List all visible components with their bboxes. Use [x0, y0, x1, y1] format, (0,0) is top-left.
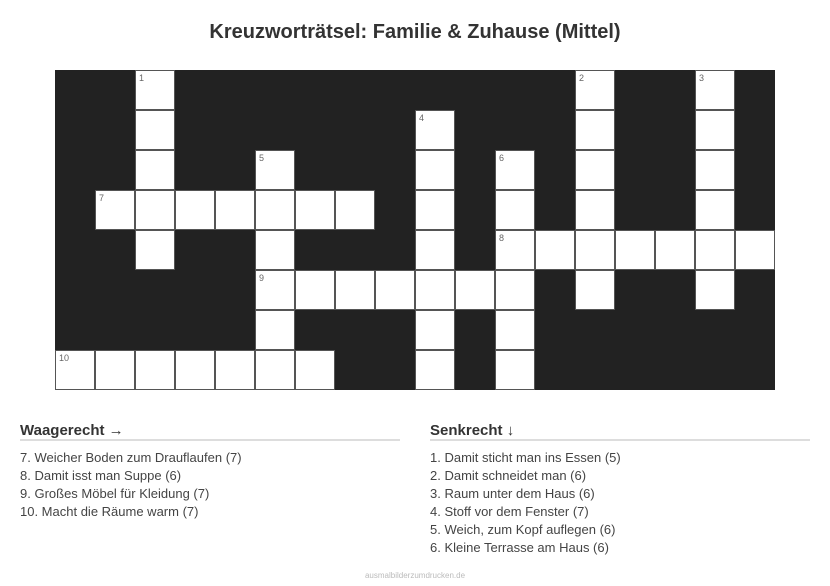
crossword-cell[interactable] — [375, 270, 415, 310]
crossword-cell[interactable] — [575, 70, 615, 110]
crossword-cell[interactable] — [615, 230, 655, 270]
crossword-cell[interactable] — [135, 110, 175, 150]
across-clue: 10. Macht die Räume warm (7) — [20, 504, 199, 519]
crossword-cell[interactable] — [415, 230, 455, 270]
clue-number: 8 — [499, 233, 505, 243]
crossword-cell[interactable] — [415, 110, 455, 150]
across-heading: Waagerecht → — [20, 422, 400, 441]
crossword-cell[interactable] — [695, 190, 735, 230]
clue-number: 5 — [259, 153, 265, 163]
crossword-cell[interactable] — [495, 350, 535, 390]
crossword-cell[interactable] — [495, 270, 535, 310]
crossword-cell[interactable] — [735, 230, 775, 270]
crossword-cell[interactable] — [695, 70, 735, 110]
crossword-cell[interactable] — [575, 190, 615, 230]
crossword-cell[interactable] — [215, 190, 255, 230]
crossword-cell[interactable] — [255, 270, 295, 310]
down-clue: 4. Stoff vor dem Fenster (7) — [430, 504, 589, 519]
crossword-cell[interactable] — [695, 270, 735, 310]
clue-number: 6 — [499, 153, 505, 163]
clue-number: 9 — [259, 273, 265, 283]
crossword-cell[interactable] — [255, 190, 295, 230]
clue-number: 7 — [99, 193, 105, 203]
crossword-cell[interactable] — [135, 150, 175, 190]
crossword-cell[interactable] — [335, 190, 375, 230]
clue-number: 4 — [419, 113, 425, 123]
down-heading: Senkrecht ↓ — [430, 422, 810, 441]
crossword-cell[interactable] — [695, 110, 735, 150]
crossword-cell[interactable] — [415, 310, 455, 350]
crossword-cell[interactable] — [415, 150, 455, 190]
crossword-cell[interactable] — [695, 230, 735, 270]
crossword-cell[interactable] — [135, 350, 175, 390]
across-clue: 8. Damit isst man Suppe (6) — [20, 468, 182, 483]
across-clue: 7. Weicher Boden zum Drauflaufen (7) — [20, 450, 242, 465]
crossword-cell[interactable] — [255, 230, 295, 270]
down-clue: 1. Damit sticht man ins Essen (5) — [430, 450, 621, 465]
crossword-cell[interactable] — [495, 230, 535, 270]
down-clues — [430, 422, 810, 557]
crossword-cell[interactable] — [135, 190, 175, 230]
crossword-cell[interactable] — [175, 190, 215, 230]
crossword-cell[interactable] — [135, 230, 175, 270]
crossword-cell[interactable] — [295, 190, 335, 230]
crossword-cell[interactable] — [415, 270, 455, 310]
crossword-cell[interactable] — [215, 350, 255, 390]
crossword-cell[interactable] — [255, 150, 295, 190]
clue-number: 10 — [59, 353, 70, 363]
crossword-cell[interactable] — [535, 230, 575, 270]
footer-credit: ausmalbilderzumdrucken.de — [364, 571, 466, 580]
clue-number: 1 — [139, 73, 145, 83]
crossword-cell[interactable] — [575, 230, 615, 270]
down-clue: 3. Raum unter dem Haus (6) — [430, 486, 595, 501]
down-clue: 2. Damit schneidet man (6) — [430, 468, 587, 483]
crossword-cell[interactable] — [95, 350, 135, 390]
down-clue: 6. Kleine Terrasse am Haus (6) — [430, 540, 609, 555]
across-clues — [20, 422, 400, 521]
crossword-cell[interactable] — [495, 150, 535, 190]
crossword-cell[interactable] — [95, 190, 135, 230]
clue-number: 2 — [579, 73, 585, 83]
crossword-cell[interactable] — [575, 150, 615, 190]
clue-number: 3 — [699, 73, 705, 83]
crossword-cell[interactable] — [495, 190, 535, 230]
crossword-cell[interactable] — [295, 350, 335, 390]
crossword-cell[interactable] — [415, 350, 455, 390]
crossword-cell[interactable] — [415, 190, 455, 230]
crossword-cell[interactable] — [295, 270, 335, 310]
crossword-cell[interactable] — [575, 110, 615, 150]
crossword-cell[interactable] — [55, 350, 95, 390]
crossword-cell[interactable] — [335, 270, 375, 310]
crossword-cell[interactable] — [135, 70, 175, 110]
page-title: Kreuzworträtsel: Familie & Zuhause (Mittel) — [209, 21, 621, 43]
crossword-cell[interactable] — [495, 310, 535, 350]
crossword-cell[interactable] — [175, 350, 215, 390]
across-clue: 9. Großes Möbel für Kleidung (7) — [20, 486, 210, 501]
down-clue-list — [430, 449, 810, 557]
crossword-cell[interactable] — [695, 150, 735, 190]
across-clue-list — [20, 449, 400, 521]
crossword-cell[interactable] — [655, 230, 695, 270]
crossword-cell[interactable] — [255, 350, 295, 390]
crossword-cell[interactable] — [575, 270, 615, 310]
down-clue: 5. Weich, zum Kopf auflegen (6) — [430, 522, 616, 537]
crossword-cell[interactable] — [255, 310, 295, 350]
crossword-grid — [55, 70, 775, 390]
crossword-cell[interactable] — [455, 270, 495, 310]
